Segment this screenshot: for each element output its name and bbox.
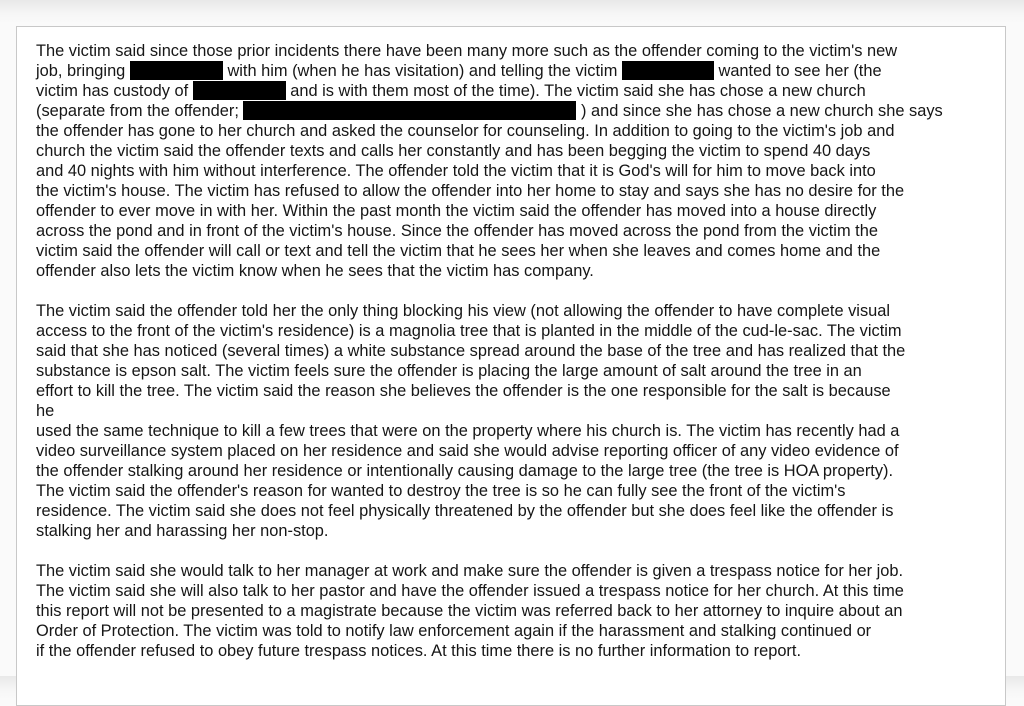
paragraph-2	[36, 301, 996, 541]
text-line: used the same technique to kill a few trees that were on the property where his church is. The victim has recently had a	[36, 422, 900, 440]
text-line: the offender stalking around her residence or intentionally causing damage to the large tree (the tree is HOA property).	[36, 462, 894, 480]
text-fragment: job, bringing	[36, 62, 126, 80]
text-line: the victim's house. The victim has refused to allow the offender into her home to stay and says she has no desire for the	[36, 182, 905, 200]
text-line: victim said the offender will call or text and tell the victim that he sees her when she leaves and comes home and the	[36, 242, 881, 260]
text-line: video surveillance system placed on her residence and said she would advise reporting officer of any video evidence of	[36, 442, 899, 460]
text-line: the offender has gone to her church and asked the counselor for counseling. In addition to going to the victim's job and	[36, 122, 895, 140]
text-fragment: and is with them most of the time). The victim said she has chose a new church	[290, 82, 866, 100]
document-body	[36, 41, 996, 661]
redaction-block	[193, 81, 286, 100]
text-line: across the pond and in front of the victim's house. Since the offender has moved across the pond from the victim the	[36, 222, 878, 240]
text-line: this report will not be presented to a magistrate because the victim was referred back to her attorney to inquire about an	[36, 602, 903, 620]
redaction-block	[130, 61, 223, 80]
text-line: access to the front of the victim's residence) is a magnolia tree that is planted in the middle of the cud-le-sac. The victim	[36, 322, 902, 340]
text-line	[36, 81, 996, 101]
text-line: The victim said she would talk to her manager at work and make sure the offender is given a trespass notice for her job.	[36, 562, 904, 580]
text-fragment: ) and since she has chose a new church she says	[581, 102, 943, 120]
text-fragment: wanted to see her (the	[718, 62, 882, 80]
redaction-block	[622, 61, 714, 80]
text-line: The victim said since those prior incidents there have been many more such as the offender coming to the victim's new	[36, 42, 898, 60]
text-line: Order of Protection. The victim was told to notify law enforcement again if the harassment and stalking continued or	[36, 622, 872, 640]
text-line	[36, 61, 996, 81]
paragraph-gap	[36, 281, 996, 301]
text-line: if the offender refused to obey future trespass notices. At this time there is no further information to report.	[36, 642, 801, 660]
text-line: offender to ever move in with her. Within the past month the victim said the offender has moved into a house directly	[36, 202, 877, 220]
text-fragment: victim has custody of	[36, 82, 189, 100]
text-line: offender also lets the victim know when he sees that the victim has company.	[36, 262, 594, 280]
text-line: he	[36, 402, 55, 420]
text-line: The victim said the offender's reason for wanted to destroy the tree is so he can fully see the front of the victim's	[36, 482, 846, 500]
paragraph-1	[36, 41, 996, 281]
redaction-block	[243, 101, 576, 120]
paragraph-gap	[36, 541, 996, 561]
text-line: substance is epson salt. The victim feels sure the offender is placing the large amount of salt around the tree in an	[36, 362, 862, 380]
text-line: stalking her and harassing her non-stop.	[36, 522, 329, 540]
text-line: The victim said the offender told her the only thing blocking his view (not allowing the offender to have complete visual	[36, 302, 891, 320]
text-line: church the victim said the offender texts and calls her constantly and has been begging the victim to spend 40 days	[36, 142, 871, 160]
text-fragment: with him (when he has visitation) and telling the victim	[227, 62, 618, 80]
text-fragment: (separate from the offender;	[36, 102, 239, 120]
text-line: said that she has noticed (several times) a white substance spread around the base of the tree and has realized that the	[36, 342, 906, 360]
text-line: and 40 nights with him without interference. The offender told the victim that it is God's will for him to move back into	[36, 162, 876, 180]
text-line: effort to kill the tree. The victim said the reason she believes the offender is the one responsible for the salt is because	[36, 382, 891, 400]
paragraph-3	[36, 561, 996, 661]
text-line: The victim said she will also talk to her pastor and have the offender issued a trespass notice for her church. At this time	[36, 582, 904, 600]
text-line: residence. The victim said she does not feel physically threatened by the offender but she does feel like the offender is	[36, 502, 894, 520]
document-page	[16, 26, 1006, 706]
text-line	[36, 101, 996, 121]
